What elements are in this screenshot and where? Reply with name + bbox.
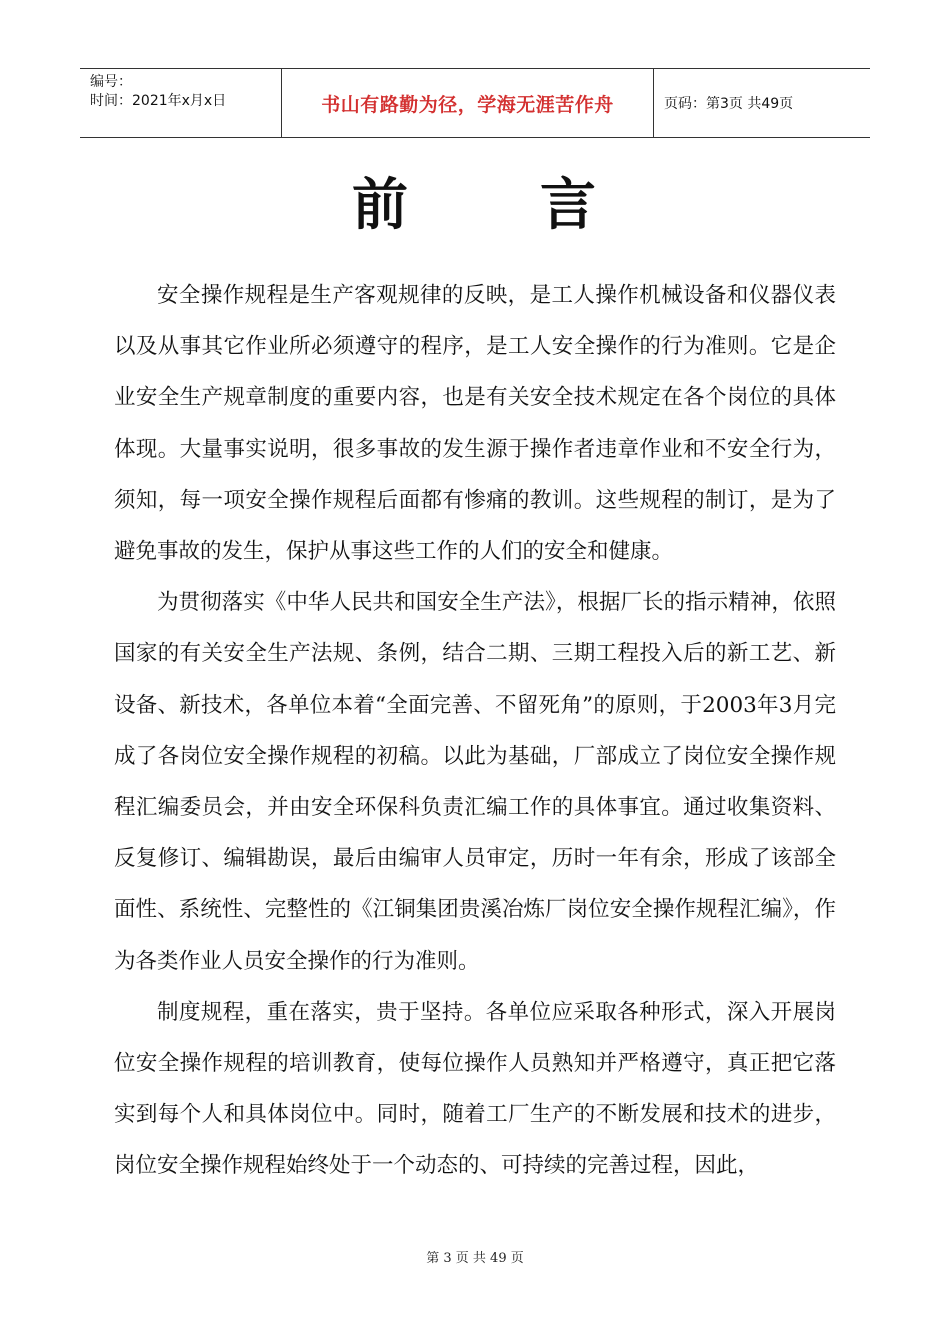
header-page-info: 页码：第3页 共49页 [664,96,794,112]
header-motto: 书山有路勤为径，学海无涯苦作舟 [282,69,654,137]
paragraph-1: 安全操作规程是生产客观规律的反映，是工人操作机械设备和仪器仪表以及从事其它作业所必须遵守的程序，是工人安全操作的行为准则。它是企业安全生产规章制度的重要内容，也是有关安全技术规定在各个岗位的具体体现。大量事实说明，很多事故的发生源于操作者违章作业和不安全行为，须知，每一项安全操作规程后面都有惨痛的教训。这些规程的制订，是为了避免事故的发生，保护从事这些工作的人们的安全和健康。 [114,283,836,565]
paragraph-2: 为贯彻落实《中华人民共和国安全生产法》，根据厂长的指示精神，依照国家的有关安全生产法规、条例，结合二期、三期工程投入后的新工艺、新设备、新技术，各单位本着“全面完善、不留死角”的原则，于2003年3月完成了各岗位安全操作规程的初稿。以此为基础，厂部成立了岗位安全操作规程汇编委员会，并由安全环保科负责汇编工作的具体事宜。通过收集资料、反复修订、编辑勘误，最后由编审人员审定，历时一年有余，形成了该部全面性、系统性、完整性的《江铜集团贵溪冶炼厂岗位安全操作规程汇编》，作为各类作业人员安全操作的行为准则。 [114,590,836,974]
page-title [0,170,950,242]
header-meta-cell [80,69,282,137]
serial-number-label: 编号： [90,74,132,90]
date-label: 时间：2021年x月x日 [90,93,227,109]
page-footer: 第 3 页 共 49 页 [426,1251,524,1266]
document-header [80,68,870,138]
title-char-2: 言 [540,173,598,238]
body-text [114,270,836,1192]
title-char-1: 前 [352,173,410,238]
paragraph-3: 制度规程，重在落实，贵于坚持。各单位应采取各种形式，深入开展岗位安全操作规程的培训教育，使每位操作人员熟知并严格遵守，真正把它落实到每个人和具体岗位中。同时，随着工厂生产的不断发展和技术的进步，岗位安全操作规程始终处于一个动态的、可持续的完善过程，因此， [114,999,836,1179]
